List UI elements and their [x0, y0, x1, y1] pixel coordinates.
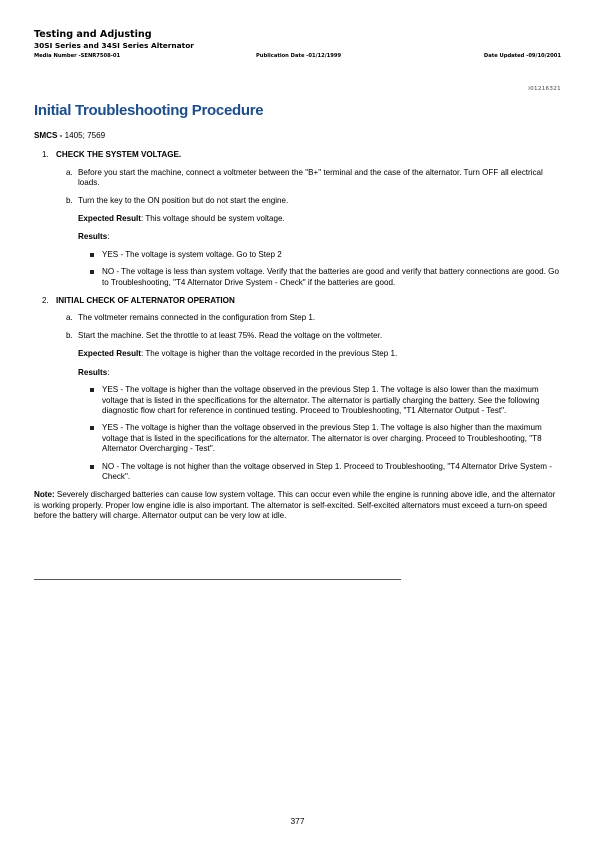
bullet-icon [90, 270, 94, 274]
expected-result-label: Expected Result [78, 349, 141, 359]
result-bullet [34, 267, 562, 288]
bullet-text: NO - The voltage is not higher than the voltage observed in Step 1. Proceed to Troubleshooting, "T4 Alternator Drive System - Check". [102, 461, 552, 481]
step-title: CHECK THE SYSTEM VOLTAGE. [56, 150, 182, 160]
substep-letter: b. [66, 330, 73, 340]
date-updated: Date Updated -09/10/2001 [483, 53, 561, 59]
expected-result-2 [34, 349, 562, 359]
substep-letter: a. [66, 313, 73, 323]
result-bullet [34, 462, 562, 483]
expected-result-1 [34, 214, 562, 224]
results-colon: : [107, 367, 110, 377]
substep-1a [34, 168, 562, 189]
note-label: Note: [34, 490, 55, 500]
expected-result-label: Expected Result [78, 214, 141, 224]
document-id: i01216321 [528, 86, 561, 92]
bullet-text: NO - The voltage is less than system voltage. Verify that the batteries are good and verify that battery connections are good. Go to Troubleshooting, "T4 Alternator Drive System - Check" if the batteries are good. [102, 267, 559, 287]
bullet-icon [90, 253, 94, 257]
smcs-line [34, 131, 562, 141]
bullet-icon [90, 426, 94, 430]
substep-text: Start the machine. Set the throttle to at least 75%. Read the voltage on the voltmeter. [78, 330, 383, 340]
substep-text: The voltmeter remains connected in the configuration from Step 1. [78, 313, 316, 323]
smcs-codes: 1405; 7569 [64, 131, 106, 140]
substep-letter: a. [66, 167, 73, 177]
substep-1b [34, 196, 562, 206]
header-title: Testing and Adjusting [34, 29, 152, 40]
smcs-label: SMCS - [34, 131, 63, 140]
step-1 [34, 150, 562, 160]
bullet-text: YES - The voltage is higher than the voltage observed in the previous Step 1. The voltage is also lower than the maximum voltage that is listed in the specifications for the alternator. The alternator is partially charging the battery. See the following diagnostic flow chart for reference in continued testing. Proceed to Troubleshooting, "T1 Alternator Output - Test". [102, 385, 540, 415]
step-number: 2. [42, 296, 49, 306]
publication-date: Publication Date -01/12/1999 [256, 53, 342, 59]
bullet-text: YES - The voltage is higher than the voltage observed in the previous Step 1. The voltage is also higher than the maximum voltage that is listed in the specifications for the alternator. The alternator is over charging. Proceed to Troubleshooting, "T8 Alternator Overcharging - Test". [102, 423, 542, 454]
substep-text: Before you start the machine, connect a voltmeter between the "B+" terminal and the case of the alternator. Turn OFF all electrical loads. [78, 167, 543, 188]
bullet-icon [90, 465, 94, 469]
results-heading-1 [34, 232, 562, 242]
bullet-icon [90, 388, 94, 392]
procedure-body [34, 131, 562, 530]
media-number: Media Number -SENR7508-01 [34, 53, 121, 59]
results-heading-2 [34, 368, 562, 378]
header-subtitle: 30SI Series and 34SI Series Alternator [34, 41, 194, 50]
bullet-text: YES - The voltage is system voltage. Go to Step 2 [102, 249, 282, 259]
note-paragraph [34, 490, 562, 521]
results-label: Results [78, 367, 108, 377]
substep-letter: b. [66, 195, 73, 205]
section-divider [34, 579, 401, 580]
substep-2b [34, 331, 562, 341]
result-bullet [34, 250, 562, 260]
step-2 [34, 296, 562, 306]
note-text: Severely discharged batteries can cause low system voltage. This can occur even while the engine is running above idle, and the alternator is working properly. Proper low engine idle is also important. The alternator is self-excited. Self-excited alternators must exceed a turn-on speed before the battery will charge. Alternator output can be very low at idle. [34, 490, 556, 521]
step-title: INITIAL CHECK OF ALTERNATOR OPERATION [56, 296, 235, 306]
page-number: 377 [290, 816, 305, 826]
result-bullet [34, 423, 562, 454]
result-bullet [34, 385, 562, 416]
page-title: Initial Troubleshooting Procedure [34, 102, 264, 119]
results-label: Results [78, 232, 108, 242]
results-colon: : [107, 232, 110, 242]
step-number: 1. [42, 150, 49, 160]
expected-result-text: : This voltage should be system voltage. [140, 214, 285, 224]
substep-2a [34, 313, 562, 323]
substep-text: Turn the key to the ON position but do not start the engine. [78, 195, 289, 205]
expected-result-text: : The voltage is higher than the voltage recorded in the previous Step 1. [140, 349, 398, 359]
